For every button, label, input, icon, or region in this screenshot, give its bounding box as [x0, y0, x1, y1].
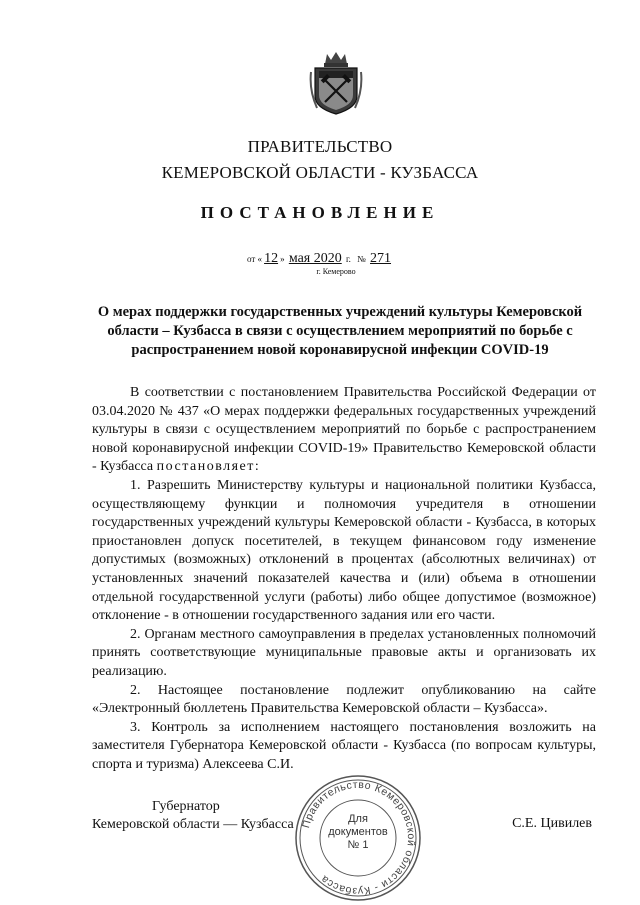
date-month-year: мая 2020 [288, 251, 342, 266]
city: г. Кемерово [316, 267, 356, 276]
signatory-region: Кемеровской области — Кузбасса [92, 817, 294, 832]
document-type: ПОСТАНОВЛЕНИЕ [200, 203, 440, 222]
item-paragraph: 3. Контроль за исполнением настоящего постановления возложить на заместителя Губернатора Кемеровской области - Кузбасса (по вопросам культуры, спорта и туризма) Алексеева С.И. [92, 719, 596, 772]
signatory-title: Губернатор [152, 799, 220, 814]
signatory-position [92, 798, 294, 834]
date-quote-close: » [280, 254, 285, 264]
date-line [0, 251, 640, 267]
document-title: О мерах поддержки государственных учреждений культуры Кемеровской области – Кузбасса в связи с осуществлением мероприятий по борьбе с распространением новой коронавирусной инфекции COVID-19 [97, 304, 583, 358]
preamble-paragraph [92, 384, 596, 477]
stamp-ring-text: Правительство Кемеровской области - Кузбасса [300, 778, 418, 898]
stamp-line: документов [328, 826, 388, 838]
date-prefix: от « [246, 254, 263, 264]
stamp-line: Для [348, 813, 368, 825]
date-year-suffix: г. [345, 254, 351, 264]
resolves-word: постановляет: [156, 459, 261, 475]
preamble-text: В соответствии с постановлением Правительства Российской Федерации от 03.04.2020 № 437 «О мерах поддержки федеральных государственных учреждений культуры в связи с осуществлением мероприятий по борьбе с распространением новой коронавирусной инфекции COVID-19» Правительство Кемеровской области - Кузбасса [92, 385, 596, 475]
item-paragraph: 2. Настоящее постановление подлежит опубликованию на сайте «Электронный бюллетень Правительства Кемеровской области – Кузбасса». [92, 682, 596, 717]
date-day: 12 [264, 251, 279, 266]
region-name: КЕМЕРОВСКОЙ ОБЛАСТИ - КУЗБАССА [161, 163, 479, 182]
item-paragraph: 1. Разрешить Министерству культуры и национальной политики Кузбасса, осуществляющему функции и полномочия учредителя в отношении государственных учреждений культуры Кемеровской области - Кузбасса, в которых приостановлен допуск посетителей, в текущем финансовом году изменение допустимых (возможных) отклонений в процентах (абсолютных величинах) от установленных значений показателей качества и (или) объема в отношении отдельной государственной услуги (работы) либо общее допустимое (возможное) отклонение - в отношении государственного задания или его части. [92, 477, 596, 624]
document-body [92, 384, 596, 774]
document-number: 271 [370, 251, 392, 266]
stamp-line: № 1 [347, 839, 369, 851]
coat-of-arms-icon [309, 50, 363, 116]
number-label: № [357, 254, 366, 264]
item-paragraph: 2. Органам местного самоуправления в пределах установленных полномочий принять соответствующие муниципальные правовые акты и организовать их реализацию. [92, 626, 596, 679]
signatory-name: С.Е. Цивилев [512, 816, 592, 831]
government-name: ПРАВИТЕЛЬСТВО [247, 137, 393, 156]
